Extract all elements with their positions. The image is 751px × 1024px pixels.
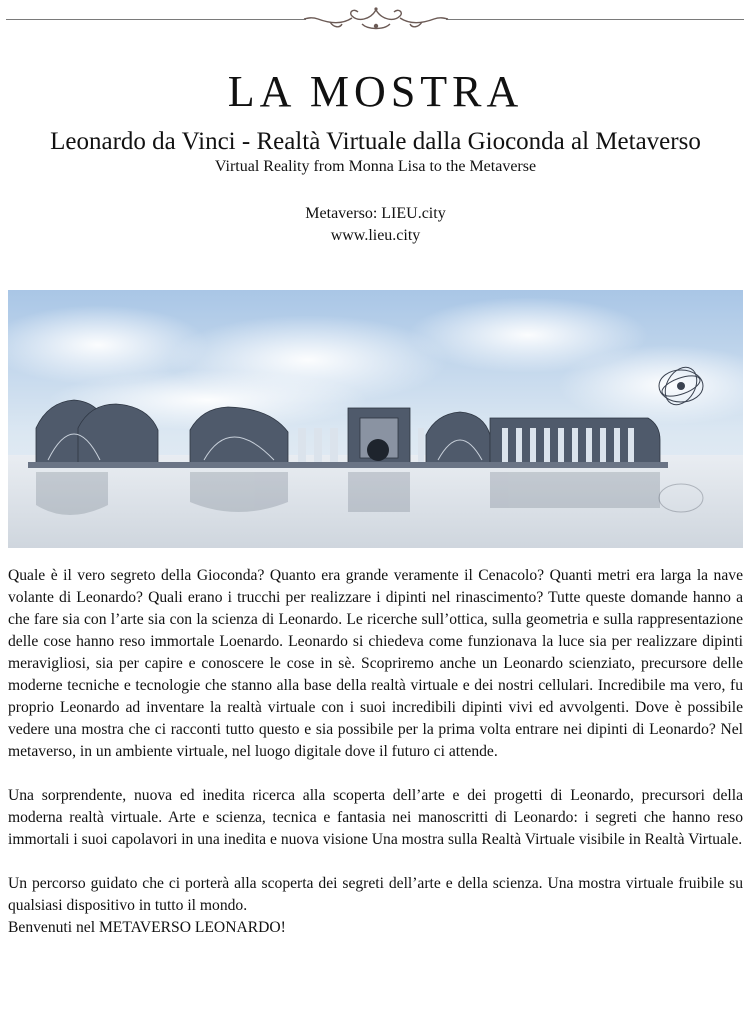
top-rule-right <box>446 19 744 20</box>
virtual-gallery-image <box>8 290 743 548</box>
paragraph-path <box>8 873 743 939</box>
page-title: LA MOSTRA <box>227 67 524 116</box>
flourish-ornament-icon <box>300 4 452 34</box>
article-body <box>8 565 743 939</box>
exhibition-subtitle-english: Virtual Reality from Monna Lisa to the Metaverse <box>214 158 537 175</box>
top-rule-left <box>6 19 306 20</box>
website-link[interactable]: www.lieu.city <box>330 227 421 244</box>
paragraph-path-text: Un percorso guidato che ci porterà alla scoperta dei segreti dell’arte e della scienza. Una mostra virtuale fruibile su qualsiasi dispositivo in tutto il mondo. <box>8 875 743 914</box>
paragraph-research: Una sorprendente, nuova ed inedita ricerca alla scoperta dell’arte e dei progetti di Leonardo, precursori della moderna realtà virtuale. Arte e scienza, tecnica e fantasia nei manoscritti di Leonardo: i segreti che hanno reso immortali i suoi capolavori in una inedita e nuova visione Una mostra sulla Realtà Virtuale visibile in Realtà Virtuale. <box>8 787 743 848</box>
welcome-line: Benvenuti nel METAVERSO LEONARDO! <box>8 919 286 936</box>
exhibition-subtitle: Leonardo da Vinci - Realtà Virtuale dalla Gioconda al Metaverso <box>50 128 701 155</box>
paragraph-intro: Quale è il vero segreto della Gioconda? Quanto era grande veramente il Cenacolo? Quanti metri era larga la nave volante di Leonardo? Quali erano i trucchi per realizzare i dipinti nel rinascimento? Tutte queste domande hanno a che fare sia con l’arte sia con la scienza di Leonardo. Le ricerche sull’ottica, sulla geometria e sulla rappresentazione delle cose hanno reso immortale Loenardo. Leonardo si chiedeva come funzionava la luce sia per realizzare dipinti meravigliosi, sia per capire e conoscere le cose in sè. Scopriremo anche un Leonardo scienziato, precursore delle moderne tecniche e tecnologie che stanno alla base della realtà virtuale e dei nostri cellulari. Incredibile ma vero, fu proprio Leonardo ad inventare la realtà virtuale con i suoi incredibili dipinti vivi ed avvolgenti. Dove è possibile vedere una mostra che ci racconti tutto questo e sia possibile per la prima volta entrare nei dipinti di Leonardo? Nel metaverso, in un ambiente virtuale, nel luogo digitale dove il futuro ci attende. <box>8 567 743 760</box>
metaverse-line: Metaverso: LIEU.city <box>305 205 446 222</box>
